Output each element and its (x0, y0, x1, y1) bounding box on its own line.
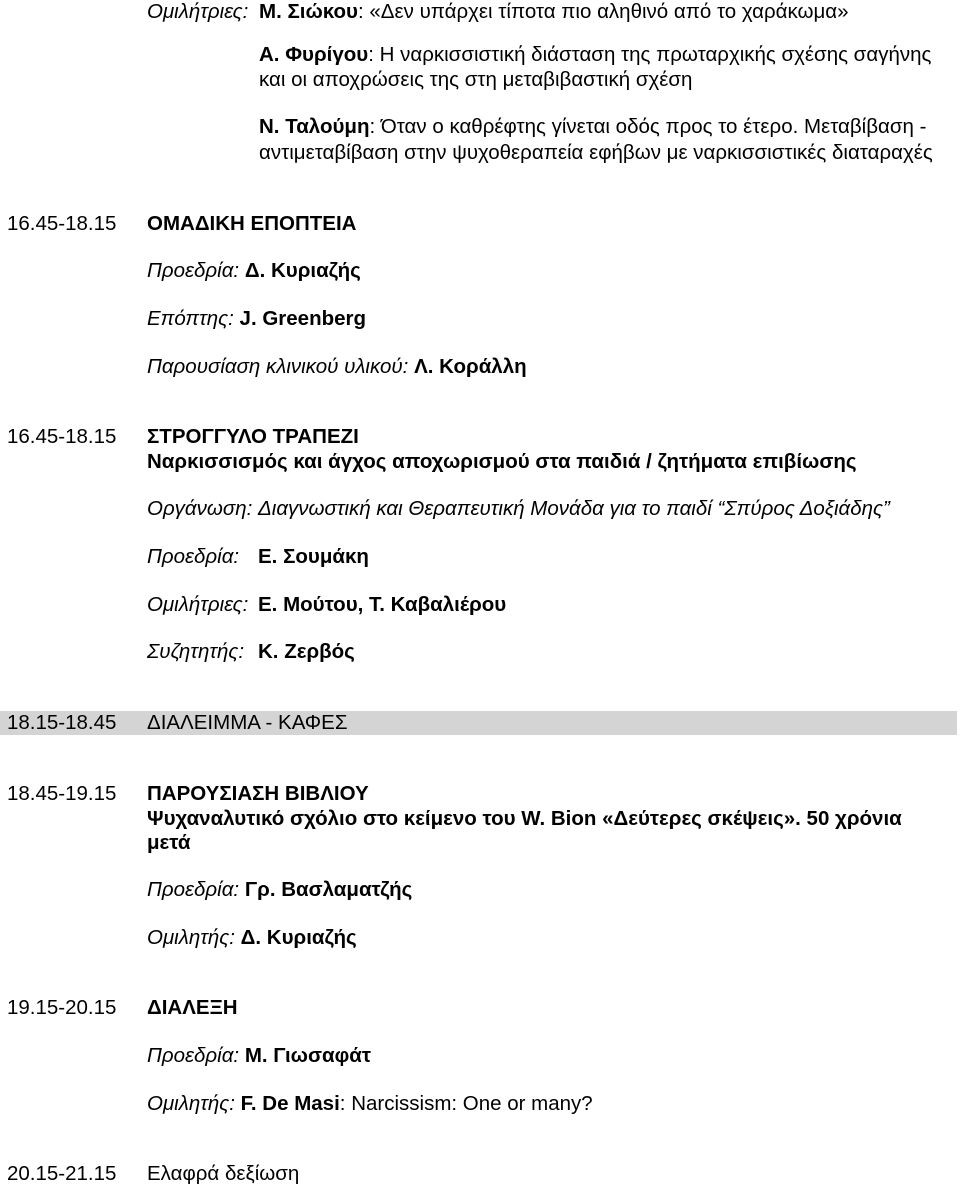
role-name: Ε. Σουμάκη (258, 545, 369, 568)
organization-label: Οργάνωση: (147, 497, 253, 520)
role-label: Ομιλητής: (147, 926, 235, 949)
session-title: ΟΜΑΔΙΚΗ ΕΠΟΠΤΕΙΑ (147, 212, 357, 235)
session-time: 19.15-20.15 (7, 996, 117, 1019)
separator: : (358, 0, 370, 23)
session-time: 16.45-18.15 (7, 212, 117, 235)
session-title: Ελαφρά δεξίωση (147, 1162, 300, 1185)
role-label: Προεδρία: (147, 1044, 240, 1067)
role-name: Δ. Κυριαζής (240, 926, 357, 949)
separator: : (368, 43, 380, 66)
role-name: F. De Masi (240, 1092, 340, 1115)
prior-talk-3 (259, 115, 926, 139)
role-label: Συζητητής: (147, 640, 245, 663)
role-line (147, 1092, 593, 1116)
role-name: Ε. Μούτου, Τ. Καβαλιέρου (258, 593, 507, 616)
session-time: 16.45-18.15 (7, 425, 117, 448)
role-name: Κ. Ζερβός (258, 640, 355, 663)
role-line (147, 926, 357, 950)
speakers-label: Ομιλήτριες: (147, 0, 249, 23)
session-subtitle: Ψυχαναλυτικό σχόλιο στο κείμενο του W. Bion «Δεύτερες σκέψεις». 50 χρόνια (147, 807, 902, 830)
session-time: 20.15-21.15 (7, 1162, 117, 1185)
organization-name: Διαγνωστική και Θεραπευτική Μονάδα για το παιδί “Σπύρος Δοξιάδης” (258, 497, 890, 520)
session-title: ΣΤΡΟΓΓΥΛΟ ΤΡΑΠΕΖΙ (147, 425, 359, 448)
session-title: ΔΙΑΛΕΞΗ (147, 996, 238, 1019)
separator: : (339, 1092, 352, 1115)
talk-title: Η ναρκισσιστική διάσταση της πρωταρχικής σχέσης σαγήνης (379, 43, 932, 66)
role-name: Δ. Κυριαζής (244, 259, 361, 282)
role-line (147, 640, 355, 664)
role-label: Ομιλητής: (147, 1092, 235, 1115)
speaker-name: Α. Φυρίγου (259, 43, 369, 66)
role-line (147, 1044, 371, 1068)
prior-talk-1 (259, 0, 849, 24)
talk-title-continuation: και οι αποχρώσεις της στη μεταβιβαστική σχέση (259, 68, 693, 91)
role-line (147, 545, 369, 569)
role-name: J. Greenberg (239, 307, 367, 330)
role-label: Παρουσίαση κλινικού υλικού: (147, 355, 409, 378)
role-line (147, 259, 361, 283)
talk-title: Όταν ο καθρέφτης γίνεται οδός προς το έτερο. Μεταβίβαση - (380, 115, 927, 138)
role-name: Μ. Γιωσαφάτ (244, 1044, 372, 1067)
talk-title-continuation: αντιμεταβίβαση στην ψυχοθεραπεία εφήβων με ναρκισσιστικές διαταραχές (259, 141, 933, 164)
role-label: Προεδρία: (147, 878, 240, 901)
role-label: Ομιλήτριες: (147, 593, 249, 616)
break-highlight-bar (0, 711, 957, 735)
role-label: Προεδρία: (147, 545, 240, 568)
session-time: 18.15-18.45 (7, 711, 117, 734)
session-time: 18.45-19.15 (7, 782, 117, 805)
speaker-name: Ν. Ταλούμη (259, 115, 370, 138)
role-line (147, 878, 412, 902)
role-name: Γρ. Βασλαματζής (244, 878, 413, 901)
speaker-name: Μ. Σιώκου (259, 0, 358, 23)
role-label: Προεδρία: (147, 259, 240, 282)
prior-talk-2 (259, 43, 931, 67)
role-label: Επόπτης: (147, 307, 234, 330)
session-title: ΔΙΑΛΕΙΜΜΑ - ΚΑΦΕΣ (147, 711, 348, 734)
role-line (147, 355, 527, 379)
session-subtitle: Ναρκισσισμός και άγχος αποχωρισμού στα παιδιά / ζητήματα επιβίωσης (147, 450, 857, 473)
role-line (147, 307, 366, 331)
lecture-title: Narcissism: One or many? (351, 1092, 593, 1115)
role-line (147, 593, 506, 617)
role-name: Λ. Κοράλλη (414, 355, 527, 378)
separator: : (369, 115, 381, 138)
organization-line (147, 497, 890, 521)
talk-title: «Δεν υπάρχει τίποτα πιο αληθινό από το χαράκωμα» (369, 0, 849, 23)
session-subtitle-continuation: μετά (147, 831, 191, 854)
prior-speakers-label-line (147, 0, 248, 24)
session-title: ΠΑΡΟΥΣΙΑΣΗ ΒΙΒΛΙΟΥ (147, 782, 369, 805)
